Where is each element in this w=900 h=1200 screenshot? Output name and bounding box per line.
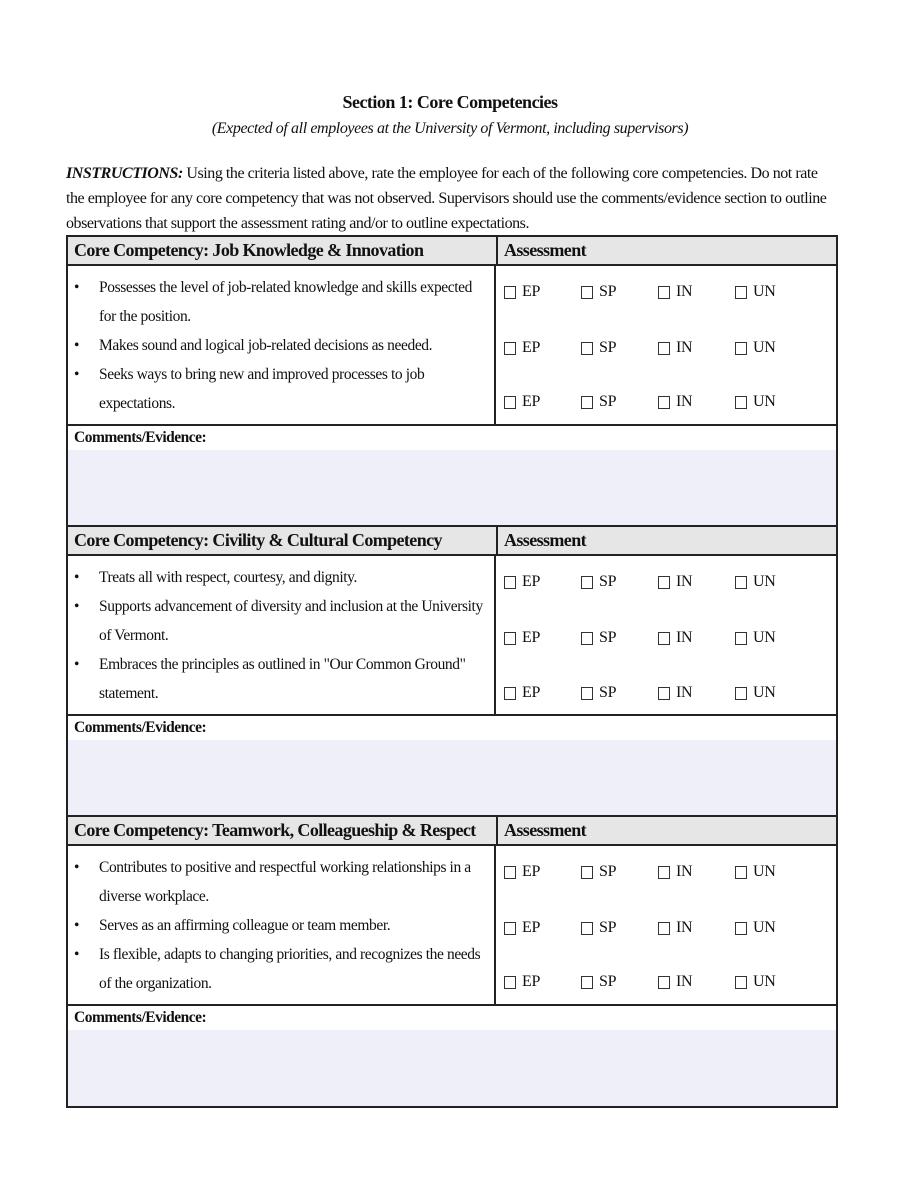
rating-label: IN [676,973,693,990]
rating-label: SP [599,863,617,880]
checkbox-icon[interactable] [658,632,670,645]
section-body [68,556,836,716]
bullet-icon: • [74,337,80,354]
instructions [66,161,836,236]
rating-label: UN [753,339,776,356]
section-header [68,527,836,556]
rating-label: EP [522,973,541,990]
rating-option-sp[interactable] [581,860,658,884]
rating-option-sp[interactable] [581,280,658,304]
rating-label: SP [599,973,617,990]
checkbox-icon[interactable] [735,576,747,589]
rating-option-in[interactable] [658,970,735,994]
competency-section [66,525,838,816]
comments-label: Comments/Evidence: [74,719,207,736]
checkbox-icon[interactable] [581,342,593,355]
rating-label: SP [599,393,617,410]
criteria-item [68,273,484,331]
bullet-icon: • [74,656,80,673]
checkbox-icon[interactable] [735,866,747,879]
rating-option-ep[interactable] [504,336,581,360]
rating-label: EP [522,573,541,590]
comments-section [68,716,836,816]
checkbox-icon[interactable] [735,976,747,989]
bullet-icon: • [74,946,80,963]
assessment-row [504,390,812,414]
criteria-list [68,846,496,1004]
assessment-header: Assessment [504,240,586,260]
rating-option-un[interactable] [735,916,812,940]
rating-option-sp[interactable] [581,336,658,360]
bullet-icon: • [74,917,80,934]
assessment-row [504,681,812,705]
assessment-row [504,626,812,650]
rating-label: SP [599,339,617,356]
assessment-column [496,846,836,1004]
rating-option-un[interactable] [735,626,812,650]
rating-option-in[interactable] [658,570,735,594]
criteria-item [68,592,484,650]
competency-title: Core Competency: Teamwork, Colleagueship & Respect [68,817,498,844]
rating-label: IN [676,919,693,936]
rating-option-sp[interactable] [581,681,658,705]
rating-option-sp[interactable] [581,570,658,594]
rating-option-sp[interactable] [581,970,658,994]
assessment-row [504,570,812,594]
rating-option-ep[interactable] [504,860,581,884]
competency-section [66,235,838,526]
comments-label: Comments/Evidence: [74,429,207,446]
rating-label: IN [676,573,693,590]
competency-section [66,815,838,1108]
checkbox-icon[interactable] [581,286,593,299]
checkbox-icon[interactable] [658,687,670,700]
criteria-text: Supports advancement of diversity and inclusion at the University of Vermont. [99,598,483,644]
criteria-text: Treats all with respect, courtesy, and dignity. [99,569,357,586]
checkbox-icon[interactable] [581,922,593,935]
rating-label: UN [753,684,776,701]
rating-option-un[interactable] [735,390,812,414]
rating-option-ep[interactable] [504,681,581,705]
criteria-item [68,331,484,360]
rating-label: EP [522,919,541,936]
criteria-item [68,650,484,708]
criteria-list [68,556,496,714]
comments-section [68,1006,836,1106]
checkbox-icon[interactable] [581,976,593,989]
rating-option-un[interactable] [735,280,812,304]
checkbox-icon[interactable] [581,687,593,700]
rating-label: UN [753,973,776,990]
rating-option-ep[interactable] [504,280,581,304]
rating-option-un[interactable] [735,970,812,994]
checkbox-icon[interactable] [581,396,593,409]
instructions-label: INSTRUCTIONS: [66,165,183,182]
competency-title: Core Competency: Job Knowledge & Innovation [68,237,498,264]
rating-label: EP [522,393,541,410]
section-header [68,237,836,266]
bullet-icon: • [74,366,80,383]
rating-option-ep[interactable] [504,626,581,650]
rating-label: EP [522,339,541,356]
checkbox-icon[interactable] [504,576,516,589]
assessment-row [504,916,812,940]
rating-option-un[interactable] [735,681,812,705]
instructions-text: Using the criteria listed above, rate the employee for each of the following core competencies. Do not rate the employee for any core competency that was not observed. Supervisors should use the comments/evidence section to outline observations that support the assessment rating and/or to outline expectations. [66,165,827,232]
checkbox-icon[interactable] [504,866,516,879]
criteria-text: Contributes to positive and respectful working relationships in a diverse workplace. [99,859,471,905]
rating-option-un[interactable] [735,336,812,360]
rating-label: UN [753,629,776,646]
checkbox-icon[interactable] [504,342,516,355]
rating-label: SP [599,629,617,646]
assessment-row [504,336,812,360]
criteria-item [68,563,484,592]
competency-title: Core Competency: Civility & Cultural Competency [68,527,498,554]
assessment-header: Assessment [504,530,586,550]
rating-label: SP [599,573,617,590]
comments-label: Comments/Evidence: [74,1009,207,1026]
checkbox-icon[interactable] [504,396,516,409]
rating-option-in[interactable] [658,626,735,650]
criteria-text: Is flexible, adapts to changing priorities, and recognizes the needs of the organization. [99,946,481,992]
checkbox-icon[interactable] [504,976,516,989]
criteria-text: Embraces the principles as outlined in "Our Common Ground" statement. [99,656,466,702]
checkbox-icon[interactable] [735,286,747,299]
rating-label: SP [599,684,617,701]
rating-label: EP [522,863,541,880]
criteria-item [68,940,484,998]
criteria-text: Possesses the level of job-related knowledge and skills expected for the position. [99,279,472,325]
bullet-icon: • [74,598,80,615]
checkbox-icon[interactable] [735,922,747,935]
rating-option-sp[interactable] [581,626,658,650]
checkbox-icon[interactable] [658,976,670,989]
assessment-header: Assessment [504,820,586,840]
criteria-text: Makes sound and logical job-related decisions as needed. [99,337,433,354]
checkbox-icon[interactable] [658,866,670,879]
rating-option-in[interactable] [658,860,735,884]
rating-label: EP [522,283,541,300]
section-body [68,266,836,426]
section-title: Section 1: Core Competencies [342,92,558,112]
rating-option-in[interactable] [658,916,735,940]
checkbox-icon[interactable] [658,286,670,299]
rating-option-ep[interactable] [504,916,581,940]
checkbox-icon[interactable] [658,576,670,589]
section-header [68,817,836,846]
rating-option-in[interactable] [658,390,735,414]
assessment-column [496,266,836,424]
criteria-list [68,266,496,424]
rating-label: UN [753,863,776,880]
checkbox-icon[interactable] [735,632,747,645]
rating-label: UN [753,919,776,936]
bullet-icon: • [74,859,80,876]
rating-label: IN [676,629,693,646]
checkbox-icon[interactable] [581,632,593,645]
rating-label: UN [753,283,776,300]
checkbox-icon[interactable] [658,342,670,355]
bullet-icon: • [74,279,80,296]
rating-label: IN [676,393,693,410]
criteria-item [68,360,484,418]
rating-label: UN [753,393,776,410]
rating-label: SP [599,919,617,936]
rating-option-un[interactable] [735,860,812,884]
checkbox-icon[interactable] [504,687,516,700]
rating-option-sp[interactable] [581,390,658,414]
rating-label: EP [522,684,541,701]
assessment-row [504,860,812,884]
criteria-item [68,853,484,911]
rating-label: IN [676,863,693,880]
rating-option-sp[interactable] [581,916,658,940]
rating-label: UN [753,573,776,590]
checkbox-icon[interactable] [735,396,747,409]
checkbox-icon[interactable] [735,342,747,355]
rating-label: IN [676,339,693,356]
rating-option-in[interactable] [658,336,735,360]
checkbox-icon[interactable] [504,632,516,645]
comments-field[interactable] [68,740,836,816]
rating-option-in[interactable] [658,280,735,304]
rating-label: IN [676,283,693,300]
assessment-row [504,280,812,304]
rating-option-ep[interactable] [504,390,581,414]
checkbox-icon[interactable] [735,687,747,700]
checkbox-icon[interactable] [581,576,593,589]
checkbox-icon[interactable] [504,922,516,935]
section-body [68,846,836,1006]
rating-label: EP [522,629,541,646]
checkbox-icon[interactable] [658,922,670,935]
bullet-icon: • [74,569,80,586]
comments-section [68,426,836,526]
checkbox-icon[interactable] [504,286,516,299]
rating-label: IN [676,684,693,701]
comments-field[interactable] [68,1030,836,1106]
criteria-text: Serves as an affirming colleague or team member. [99,917,391,934]
criteria-text: Seeks ways to bring new and improved processes to job expectations. [99,366,425,412]
checkbox-icon[interactable] [658,396,670,409]
rating-label: SP [599,283,617,300]
criteria-item [68,911,484,940]
assessment-row [504,970,812,994]
checkbox-icon[interactable] [581,866,593,879]
rating-option-in[interactable] [658,681,735,705]
rating-option-un[interactable] [735,570,812,594]
section-subtitle: (Expected of all employees at the University of Vermont, including supervisors) [211,120,689,137]
rating-option-ep[interactable] [504,970,581,994]
rating-option-ep[interactable] [504,570,581,594]
comments-field[interactable] [68,450,836,526]
assessment-column [496,556,836,714]
